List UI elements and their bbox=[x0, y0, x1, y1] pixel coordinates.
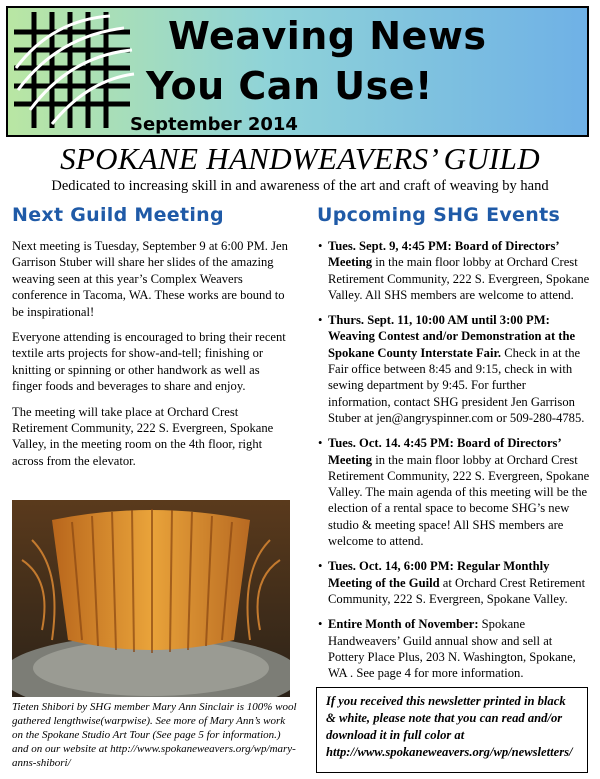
meeting-paragraph: Everyone attending is encouraged to bring their recent textile arts projects for show-and-tell; finishing or knitting or spinning or other handwork as well as finger foods and beverages to share and enjoy. bbox=[12, 330, 286, 394]
color-edition-notice: If you received this newsletter printed in black & white, please note that you can read and/or download it in full color at http://www.spokaneweavers.org/wp/newsletters/ bbox=[316, 687, 588, 773]
photo-caption: Tieten Shibori by SHG member Mary Ann Sinclair is 100% wool gathered lengthwise(warpwise). See more of Mary Ann’s work on the Spokane Studio Art Tour (See page 5 for information.) and on our website at http://www.spokaneweavers.org/wp/mary-anns-shibori/ bbox=[12, 701, 297, 769]
event-details: Spokane Handweavers’ Guild annual show and sell at Pottery Place Plus, 203 N. Washington, Spokane, WA . See page 4 for more information. bbox=[328, 617, 576, 681]
next-meeting-heading: Next Guild Meeting bbox=[12, 204, 224, 226]
newsletter-banner bbox=[6, 6, 589, 137]
event-item bbox=[318, 616, 590, 681]
event-item bbox=[318, 238, 590, 303]
meeting-paragraph: Next meeting is Tuesday, September 9 at 6:00 PM. Jen Garrison Stuber will share her slides of the amazing weaving seen at this year’s Complex Weavers conference in Tacoma, WA. These works are bound to be inspirational! bbox=[12, 239, 288, 319]
guild-name: SPOKANE HANDWEAVERS’ GUILD bbox=[60, 141, 540, 176]
event-details: at Orchard Crest Retirement Community, 222 S. Evergreen, Spokane Valley. bbox=[328, 575, 586, 606]
issue-date: September 2014 bbox=[130, 114, 298, 135]
event-item bbox=[318, 435, 590, 549]
event-title: Thurs. Sept. 11, 10:00 AM until 3:00 PM: Weaving Contest and/or Demonstration at the Spokane County Interstate Fair. bbox=[328, 313, 576, 360]
next-meeting-section bbox=[12, 238, 290, 478]
event-details: in the main floor lobby at Orchard Crest Retirement Community, 222 S. Evergreen, Spokane Valley. All SHS members are welcome to attend. bbox=[328, 255, 590, 302]
upcoming-events-heading: Upcoming SHG Events bbox=[317, 204, 561, 226]
shibori-weaving-photo bbox=[12, 500, 290, 697]
event-item bbox=[318, 558, 590, 607]
newsletter-title-line-1: Weaving News bbox=[168, 14, 487, 58]
event-title: Entire Month of November: bbox=[328, 617, 479, 632]
event-item bbox=[318, 312, 590, 426]
event-details: in the main floor lobby at Orchard Crest Retirement Community, 222 S. Evergreen, Spokane Valley. The main agenda of this meeting will be the election of a rental space to become SHG’s new studio & meeting space! All SHS members are welcome to attend. bbox=[328, 452, 590, 549]
woven-grid-logo-icon bbox=[12, 10, 138, 134]
meeting-paragraph: The meeting will take place at Orchard Crest Retirement Community, 222 S. Evergreen, Spokane Valley, in the meeting room on the 4th floor, right across from the elevator. bbox=[12, 404, 274, 468]
event-title: Tues. Oct. 14, 6:00 PM: Regular Monthly Meeting of the Guild bbox=[328, 559, 550, 590]
event-title: Tues. Sept. 9, 4:45 PM: Board of Directors’ Meeting bbox=[328, 239, 559, 270]
event-details: Check in at the Fair office between 8:45 and 9:15, check in with sewing department by 9:45. For further information, contact SHG president Jen Garrison Stuber at jen@angryspinner.com or 509-280-4785. bbox=[328, 345, 585, 425]
event-title: Tues. Oct. 14. 4:45 PM: Board of Directors’ Meeting bbox=[328, 436, 561, 467]
newsletter-title-line-2: You Can Use! bbox=[146, 64, 433, 108]
events-list bbox=[318, 238, 590, 690]
guild-tagline: Dedicated to increasing skill in and awareness of the art and craft of weaving by hand bbox=[51, 178, 549, 194]
